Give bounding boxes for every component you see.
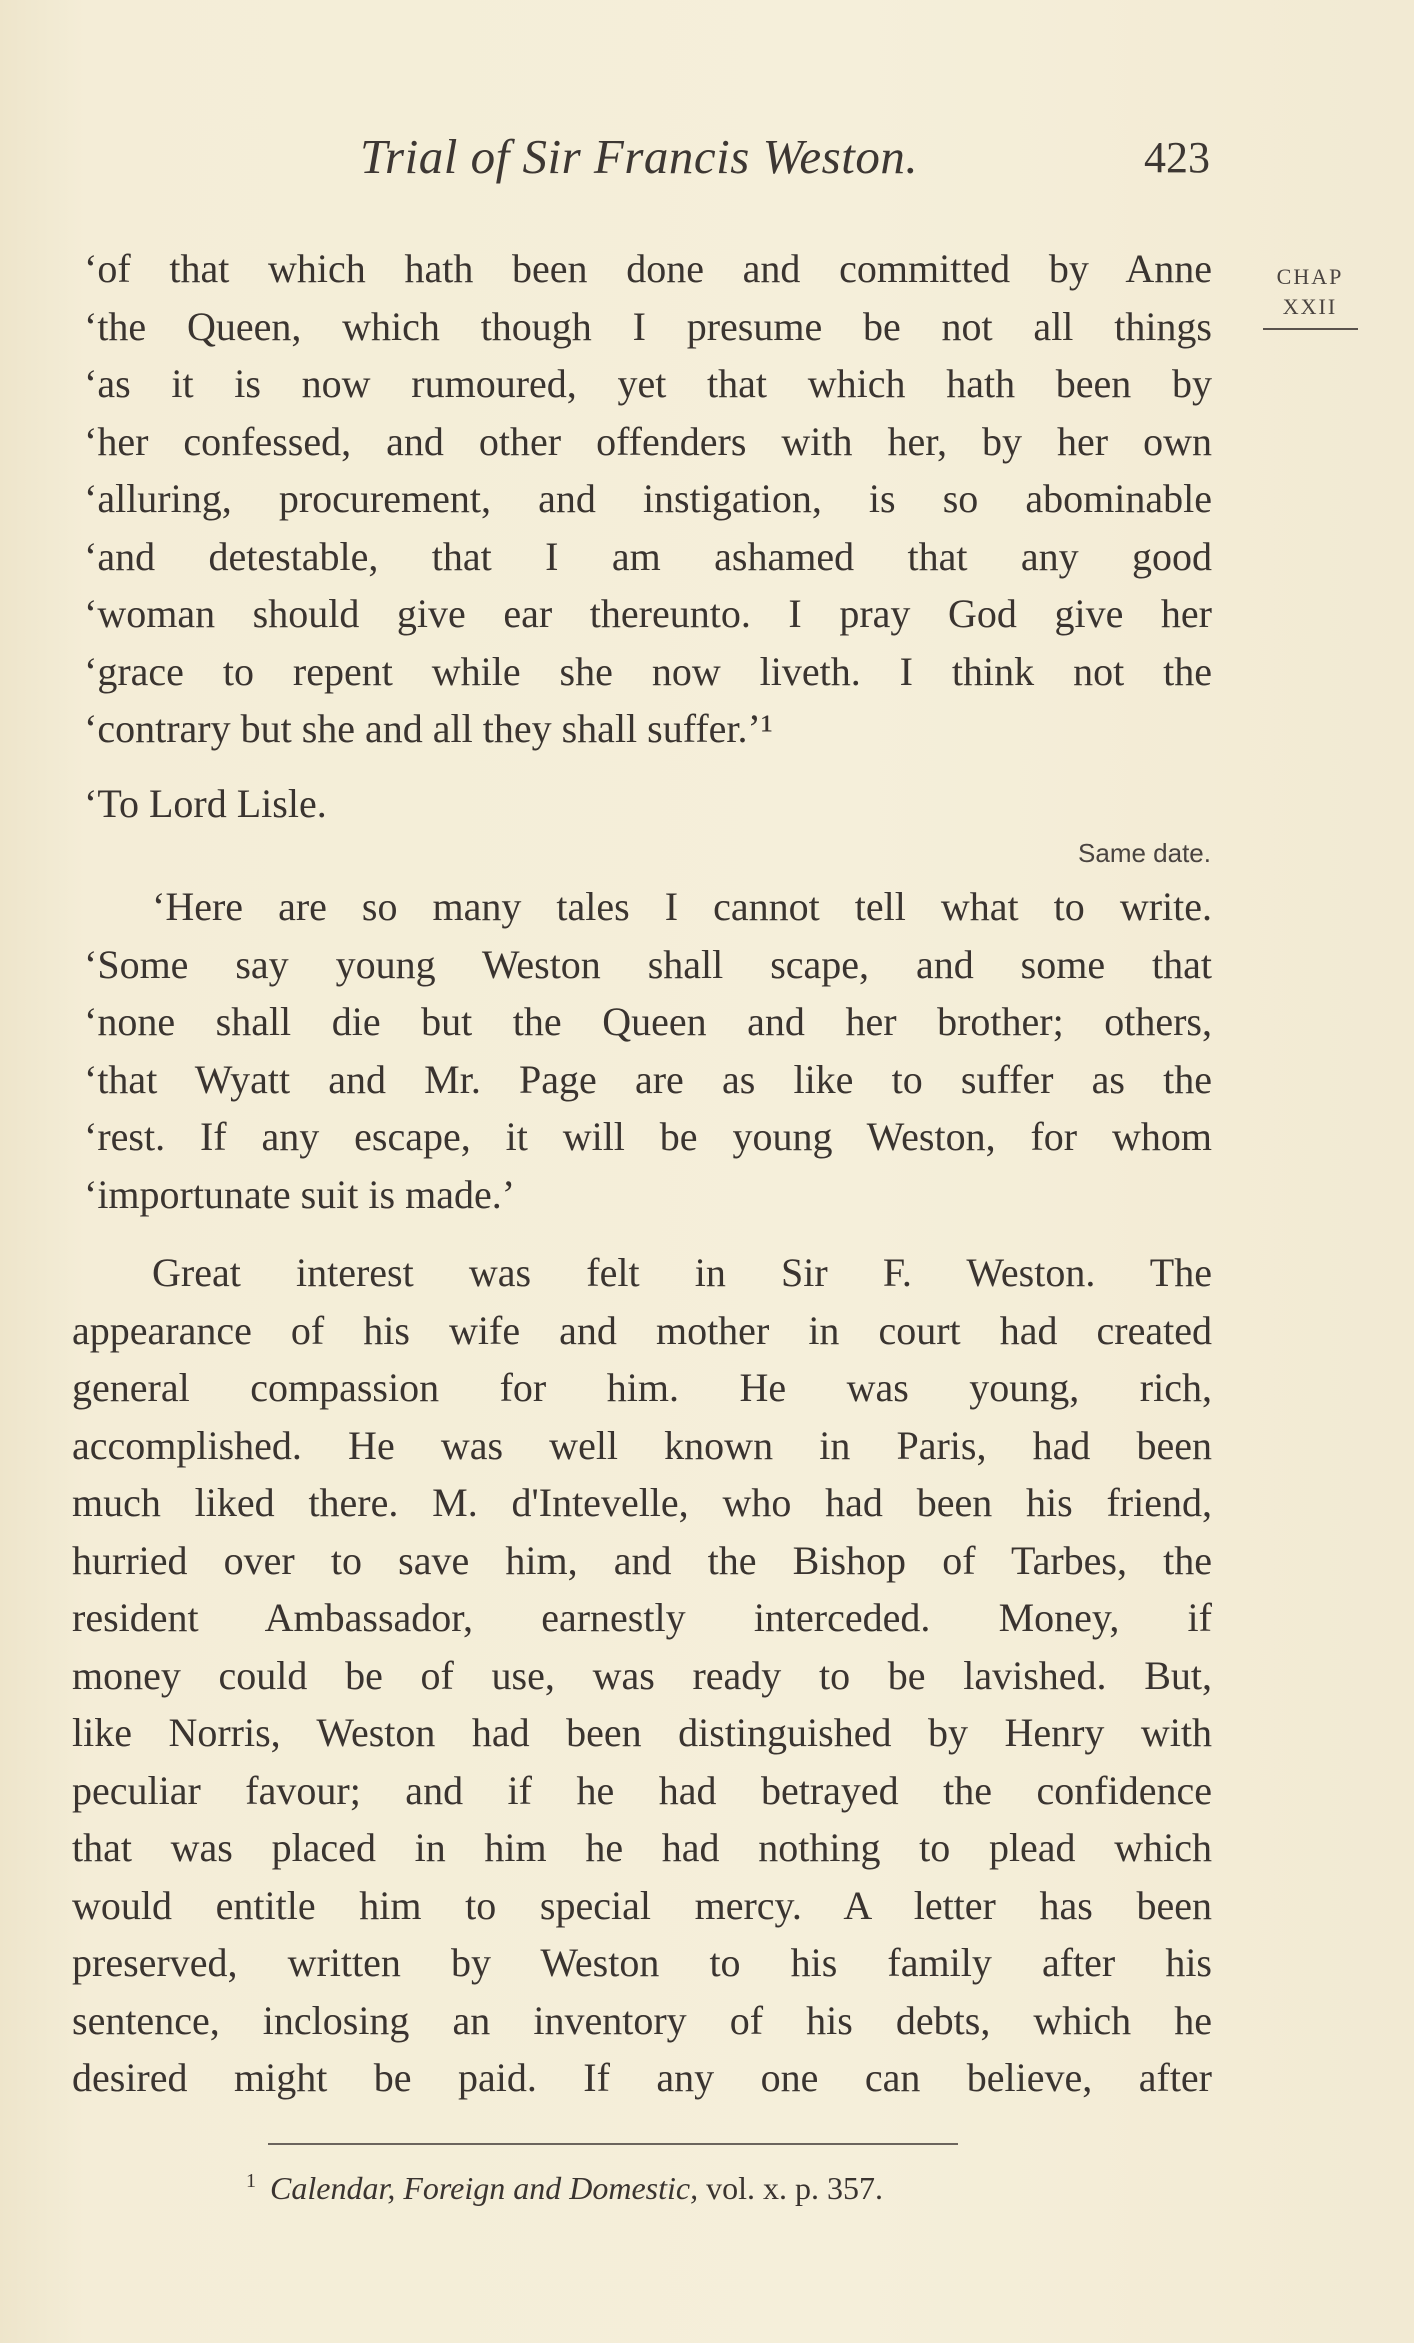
text-line: ‘of that which hath been done and committed by Anne xyxy=(84,246,1212,291)
text-line: like Norris, Weston had been distinguished by Henry with xyxy=(72,1710,1212,1755)
chapter-number: XXII xyxy=(1282,294,1338,319)
text-line: accomplished. He was well known in Paris, had been xyxy=(72,1422,1212,1468)
text-line: ‘grace to repent while she now liveth. I think not the xyxy=(84,648,1212,694)
chapter-margin-note xyxy=(1260,262,1360,330)
text-line: ‘as it is now rumoured, yet that which hath been by xyxy=(84,361,1212,406)
page-number: 423 xyxy=(1144,133,1210,182)
text-line: hurried over to save him, and the Bishop of Tarbes, the xyxy=(72,1537,1212,1583)
text-line: that was placed in him he had nothing to plead which xyxy=(72,1825,1212,1870)
text-line: ‘that Wyatt and Mr. Page are as like to suffer as the xyxy=(84,1056,1212,1102)
text-line: ‘none shall die but the Queen and her brother; others, xyxy=(84,999,1212,1044)
text-line: ‘the Queen, which though I presume be not all things xyxy=(84,303,1212,349)
text-line: much liked there. M. d'Intevelle, who had been his friend, xyxy=(72,1480,1212,1525)
text-line: ‘importunate suit is made.’ xyxy=(84,1171,516,1217)
text-line: would entitle him to special mercy. A letter has been xyxy=(72,1882,1212,1928)
text-line: general compassion for him. He was young, rich, xyxy=(72,1365,1212,1410)
text-line: ‘Here are so many tales I cannot tell what to write. xyxy=(152,884,1212,929)
text-line: ‘and detestable, that I am ashamed that any good xyxy=(84,533,1212,579)
page-header xyxy=(70,128,1210,188)
text-line: resident Ambassador, earnestly interceded. Money, if xyxy=(72,1595,1212,1640)
letter-date: Same date. xyxy=(1078,838,1211,868)
running-title: Trial of Sir Francis Weston. xyxy=(360,129,919,184)
footnote-mark: 1 xyxy=(246,2170,256,2193)
body-paragraph xyxy=(72,1244,1212,2107)
text-line: ‘contrary but she and all they shall suffer.’¹ xyxy=(84,706,773,751)
quoted-letter-to-lord-lisle xyxy=(72,878,1212,1223)
footnote-reference: vol. x. p. 357. xyxy=(698,2170,883,2206)
text-line: preserved, written by Weston to his family after his xyxy=(72,1940,1212,1985)
salutation-line: ‘To Lord Lisle. xyxy=(84,781,327,826)
text-line: appearance of his wife and mother in court had created xyxy=(72,1307,1212,1353)
text-line: Great interest was felt in Sir F. Weston. The xyxy=(152,1250,1212,1295)
text-line: ‘her confessed, and other offenders with her, by her own xyxy=(84,418,1212,464)
footnote xyxy=(246,2170,883,2207)
text-line: peculiar favour; and if he had betrayed the confidence xyxy=(72,1767,1212,1813)
footnote-rule xyxy=(268,2143,958,2145)
letter-salutation xyxy=(72,775,1224,833)
text-line: ‘Some say young Weston shall scape, and some that xyxy=(84,941,1212,987)
quoted-letter-passage xyxy=(72,240,1212,758)
margin-note-rule xyxy=(1263,328,1358,330)
chapter-label: CHAP xyxy=(1276,264,1344,289)
footnote-source: Calendar, Foreign and Domestic, xyxy=(270,2170,699,2206)
text-line: ‘rest. If any escape, it will be young Weston, for whom xyxy=(84,1114,1212,1159)
text-line: ‘woman should give ear thereunto. I pray God give her xyxy=(84,591,1212,636)
text-line: sentence, inclosing an inventory of his debts, which he xyxy=(72,1997,1212,2043)
text-line: money could be of use, was ready to be lavished. But, xyxy=(72,1652,1212,1698)
text-line: desired might be paid. If any one can believe, after xyxy=(72,2055,1212,2100)
text-line: ‘alluring, procurement, and instigation, is so abominable xyxy=(84,476,1212,521)
